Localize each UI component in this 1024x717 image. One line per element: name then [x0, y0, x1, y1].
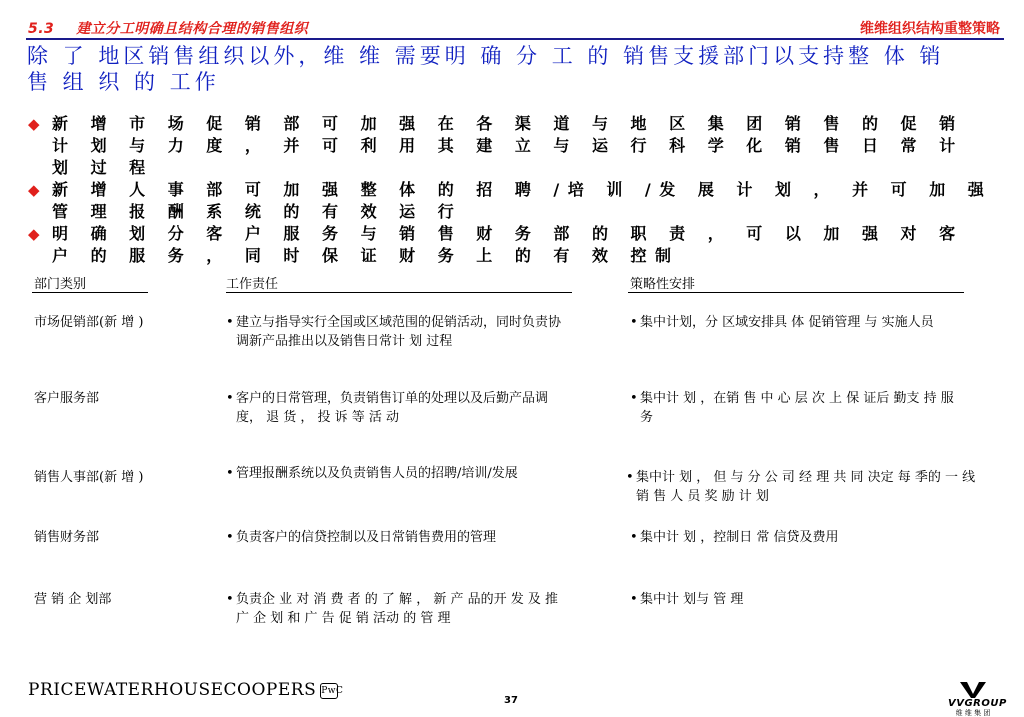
diamond-bullet-icon: ◆: [28, 225, 40, 243]
header-duty: 工作责任: [226, 277, 279, 292]
row-duty-market: • 建立与指导实行全国或区域范围的促销活动，同时负责协调新产品推出以及销售日常计 划 过程: [226, 313, 568, 351]
header-dept-rule: [32, 292, 148, 293]
row-strategy-customer-service: • 集中计 划 ，在销 售 中 心 层 次 上 保 证后 勤支 持 服 务: [630, 389, 964, 427]
row-duty-customer-service: • 客户的日常管理，负责销售订单的处理以及后勤产品调度， 退 货 ， 投 诉 等 活 动: [226, 389, 568, 427]
row-duty-sales-finance: • 负责客户的信贷控制以及日常销售费用的管理: [226, 528, 576, 547]
bullet-item: [28, 113, 993, 179]
slide-title: 除 了 地区销售组织以外，维 维 需要明 确 分 工 的 销售支援部门以支持整 体 销售 组 织 的 工作: [27, 44, 945, 94]
bullet-item: [28, 223, 993, 267]
row-duty-sales-hr: • 管理报酬系统以及负责销售人员的招聘/培训/发展: [226, 464, 526, 483]
row-strategy-market: • 集中计划，分 区域安排具 体 促销管理 与 实施人员: [630, 313, 964, 332]
section-number: 5.3: [28, 21, 55, 37]
pwc-logo: [28, 680, 344, 700]
row-dept-customer-service: 客户服务部: [34, 391, 100, 406]
document-title: 维维组织结构重整策略: [860, 21, 1000, 37]
vvgroup-mark-icon: [958, 682, 988, 698]
row-strategy-marketing-planning: • 集中计 划与 管 理: [630, 590, 964, 609]
header-strategy-rule: [628, 292, 964, 293]
header-duty-rule: [226, 292, 572, 293]
header-strategy: 策略性安排: [630, 277, 696, 292]
row-duty-marketing-planning: • 负责企 业 对 消 费 者 的 了 解 ， 新 产 品的开 发 及 推 广 企 划 和 广 告 促 销 活动 的 管 理: [226, 590, 568, 628]
diamond-bullet-icon: ◆: [28, 181, 40, 199]
pwc-logo-text: PRICEWATERHOUSECOOPERS: [28, 680, 317, 700]
row-dept-sales-finance: 销售财务部: [34, 530, 100, 545]
bullet-text: 新 增 市 场 促 销 部 可 加 强 在 各 渠 道 与 地 区 集 团 销 售 的 促 销 计 划 与 力 度 ， 并 可 利 用 其 建 立 与 运 行 科 学 化 销 售 日 常 计 划 过 程: [52, 114, 964, 177]
vvgroup-logo-text: VVGROUP: [948, 698, 1007, 709]
vvgroup-logo-subtext: 维 维 集 团: [955, 709, 991, 717]
section-header: [28, 18, 308, 38]
pwc-badge-icon: PwC: [320, 683, 338, 699]
page-number: 37: [504, 695, 518, 706]
section-title: 建立分工明确且结构合理的销售组织: [76, 21, 309, 37]
bullet-text: 新 增 人 事 部 可 加 强 整 体 的 招 聘 /培 训 /发 展 计 划 ， 并 可 加 强 管 理 报 酬 系 统 的 有 效 运 行: [52, 180, 993, 221]
row-dept-market: 市场促销部(新 增 ): [34, 315, 144, 330]
bullet-item: [28, 179, 993, 223]
row-dept-marketing-planning: 营 销 企 划部: [34, 592, 112, 607]
row-strategy-sales-finance: • 集中计 划 ，控制日 常 信贷及费用: [630, 528, 964, 547]
header-dept: 部门类别: [34, 277, 87, 292]
row-dept-sales-hr: 销售人事部(新 增 ): [34, 470, 144, 485]
bullet-text: 明 确 划 分 客 户 服 务 与 销 售 财 务 部 的 职 责 ， 可 以 加 强 对 客 户 的 服 务 ， 同 时 保 证 财 务 上 的 有 效 控制: [52, 224, 964, 265]
bullet-list: [28, 113, 993, 267]
row-strategy-sales-hr: • 集中计 划 ， 但 与 分 公 司 经 理 共 同 决定 每 季的 一 线 销 售 人 员 奖 励 计 划: [626, 468, 978, 506]
vvgroup-logo: [948, 682, 1007, 717]
header-rule: [26, 38, 1004, 40]
diamond-bullet-icon: ◆: [28, 115, 40, 133]
